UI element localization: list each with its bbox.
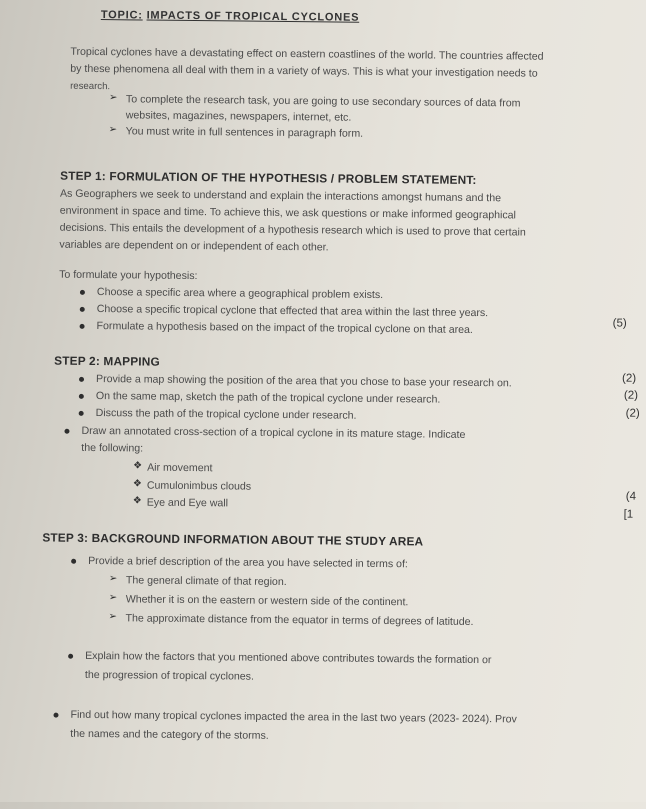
diamond-bullet-icon: ❖ (133, 460, 143, 472)
step3-bullet-2-line-1: Explain how the factors that you mentioned above contributes towards the formation or (85, 649, 492, 667)
instruction-1-line-1: To complete the research task, you are going to use secondary sources of data from (125, 93, 521, 110)
diamond-bullet-icon: ❖ (132, 478, 142, 490)
instruction-2: You must write in full sentences in paragraph form. (125, 125, 364, 140)
step1-line-2: environment in space and time. To achieve this, we ask questions or make informed geographical (59, 204, 517, 222)
feature-air-movement: Air movement (147, 461, 213, 475)
step3-sub-3: The approximate distance from the equator in terms of degrees of latitude. (125, 612, 474, 628)
topic-label: TOPIC: (100, 9, 143, 22)
intro-line-3: research. (70, 80, 111, 93)
step3-bullet-3-line-1: Find out how many tropical cyclones impacted the area in the last two years (2023- 2024). Prov (70, 708, 517, 726)
diamond-bullet-icon: ❖ (132, 495, 142, 507)
intro-line-1: Tropical cyclones have a devastating effect on eastern coastlines of the world. The countries affected (70, 45, 544, 63)
arrow-bullet-icon: ➢ (108, 92, 118, 104)
step3-bullet-2-line-2: the progression of tropical cyclones. (84, 668, 254, 683)
arrow-bullet-icon: ➢ (108, 124, 118, 136)
step3-heading: STEP 3: BACKGROUND INFORMATION ABOUT THE STUDY AREA (42, 530, 424, 549)
step1-line-4: variables are dependent on or independent of each other. (59, 238, 329, 254)
step1-bullet-3: Formulate a hypothesis based on the impact of the tropical cyclone on that area. (96, 320, 473, 336)
intro-line-2: by these phenomena all deal with them in a variety of ways. This is what your investigation needs to (70, 62, 538, 80)
step1-bullet-2: Choose a specific tropical cyclone that effected that area within the last three years. (96, 303, 489, 320)
step2-mark-3: (2) (625, 407, 640, 420)
feature-eye-and-eye-wall: Eye and Eye wall (146, 496, 229, 510)
arrow-bullet-icon: ➢ (108, 573, 118, 585)
instruction-1-line-2: websites, magazines, newspapers, internet, etc. (125, 109, 352, 124)
step3-bullet-3-line-2: the names and the category of the storms. (70, 727, 269, 742)
step2-cross-section-line-1: Draw an annotated cross-section of a tropical cyclone in its mature stage. Indicate (81, 424, 466, 441)
arrow-bullet-icon: ➢ (108, 611, 117, 623)
step2-bullet-1: Provide a map showing the position of the area that you chose to base your research on. (95, 373, 512, 390)
step1-line-3: decisions. This entails the development of a hypothesis research which is used to prove that certain (59, 221, 526, 239)
step1-bullet-1: Choose a specific area where a geographical problem exists. (96, 286, 384, 302)
topic-title: IMPACTS OF TROPICAL CYCLONES (146, 9, 360, 24)
step2-cross-section-line-2: the following: (81, 441, 144, 455)
step2-bullet-3: Discuss the path of the tropical cyclone under research. (95, 407, 357, 422)
step2-mark-4: (4 (625, 490, 637, 503)
step1-mark: (5) (612, 317, 627, 330)
step2-bullet-2: On the same map, sketch the path of the tropical cyclone under research. (95, 390, 441, 406)
topic-heading (101, 9, 360, 25)
step3-sub-1: The general climate of that region. (125, 574, 287, 589)
step1-intro: To formulate your hypothesis: (59, 268, 198, 283)
step3-bullet-1: Provide a brief description of the area you have selected in terms of: (88, 554, 408, 571)
arrow-bullet-icon: ➢ (108, 592, 118, 604)
step3-sub-2: Whether it is on the eastern or western side of the continent. (125, 593, 409, 609)
step2-mark-1: (2) (622, 372, 637, 385)
step2-mark-2: (2) (623, 389, 639, 402)
step2-total-mark: [1 (623, 508, 634, 521)
feature-cumulonimbus-clouds: Cumulonimbus clouds (146, 479, 252, 493)
step1-heading: STEP 1: FORMULATION OF THE HYPOTHESIS / PROBLEM STATEMENT: (60, 168, 477, 187)
step1-line-1: As Geographers we seek to understand and explain the interactions amongst humans and the (59, 187, 502, 205)
step2-heading: STEP 2: MAPPING (54, 353, 160, 369)
